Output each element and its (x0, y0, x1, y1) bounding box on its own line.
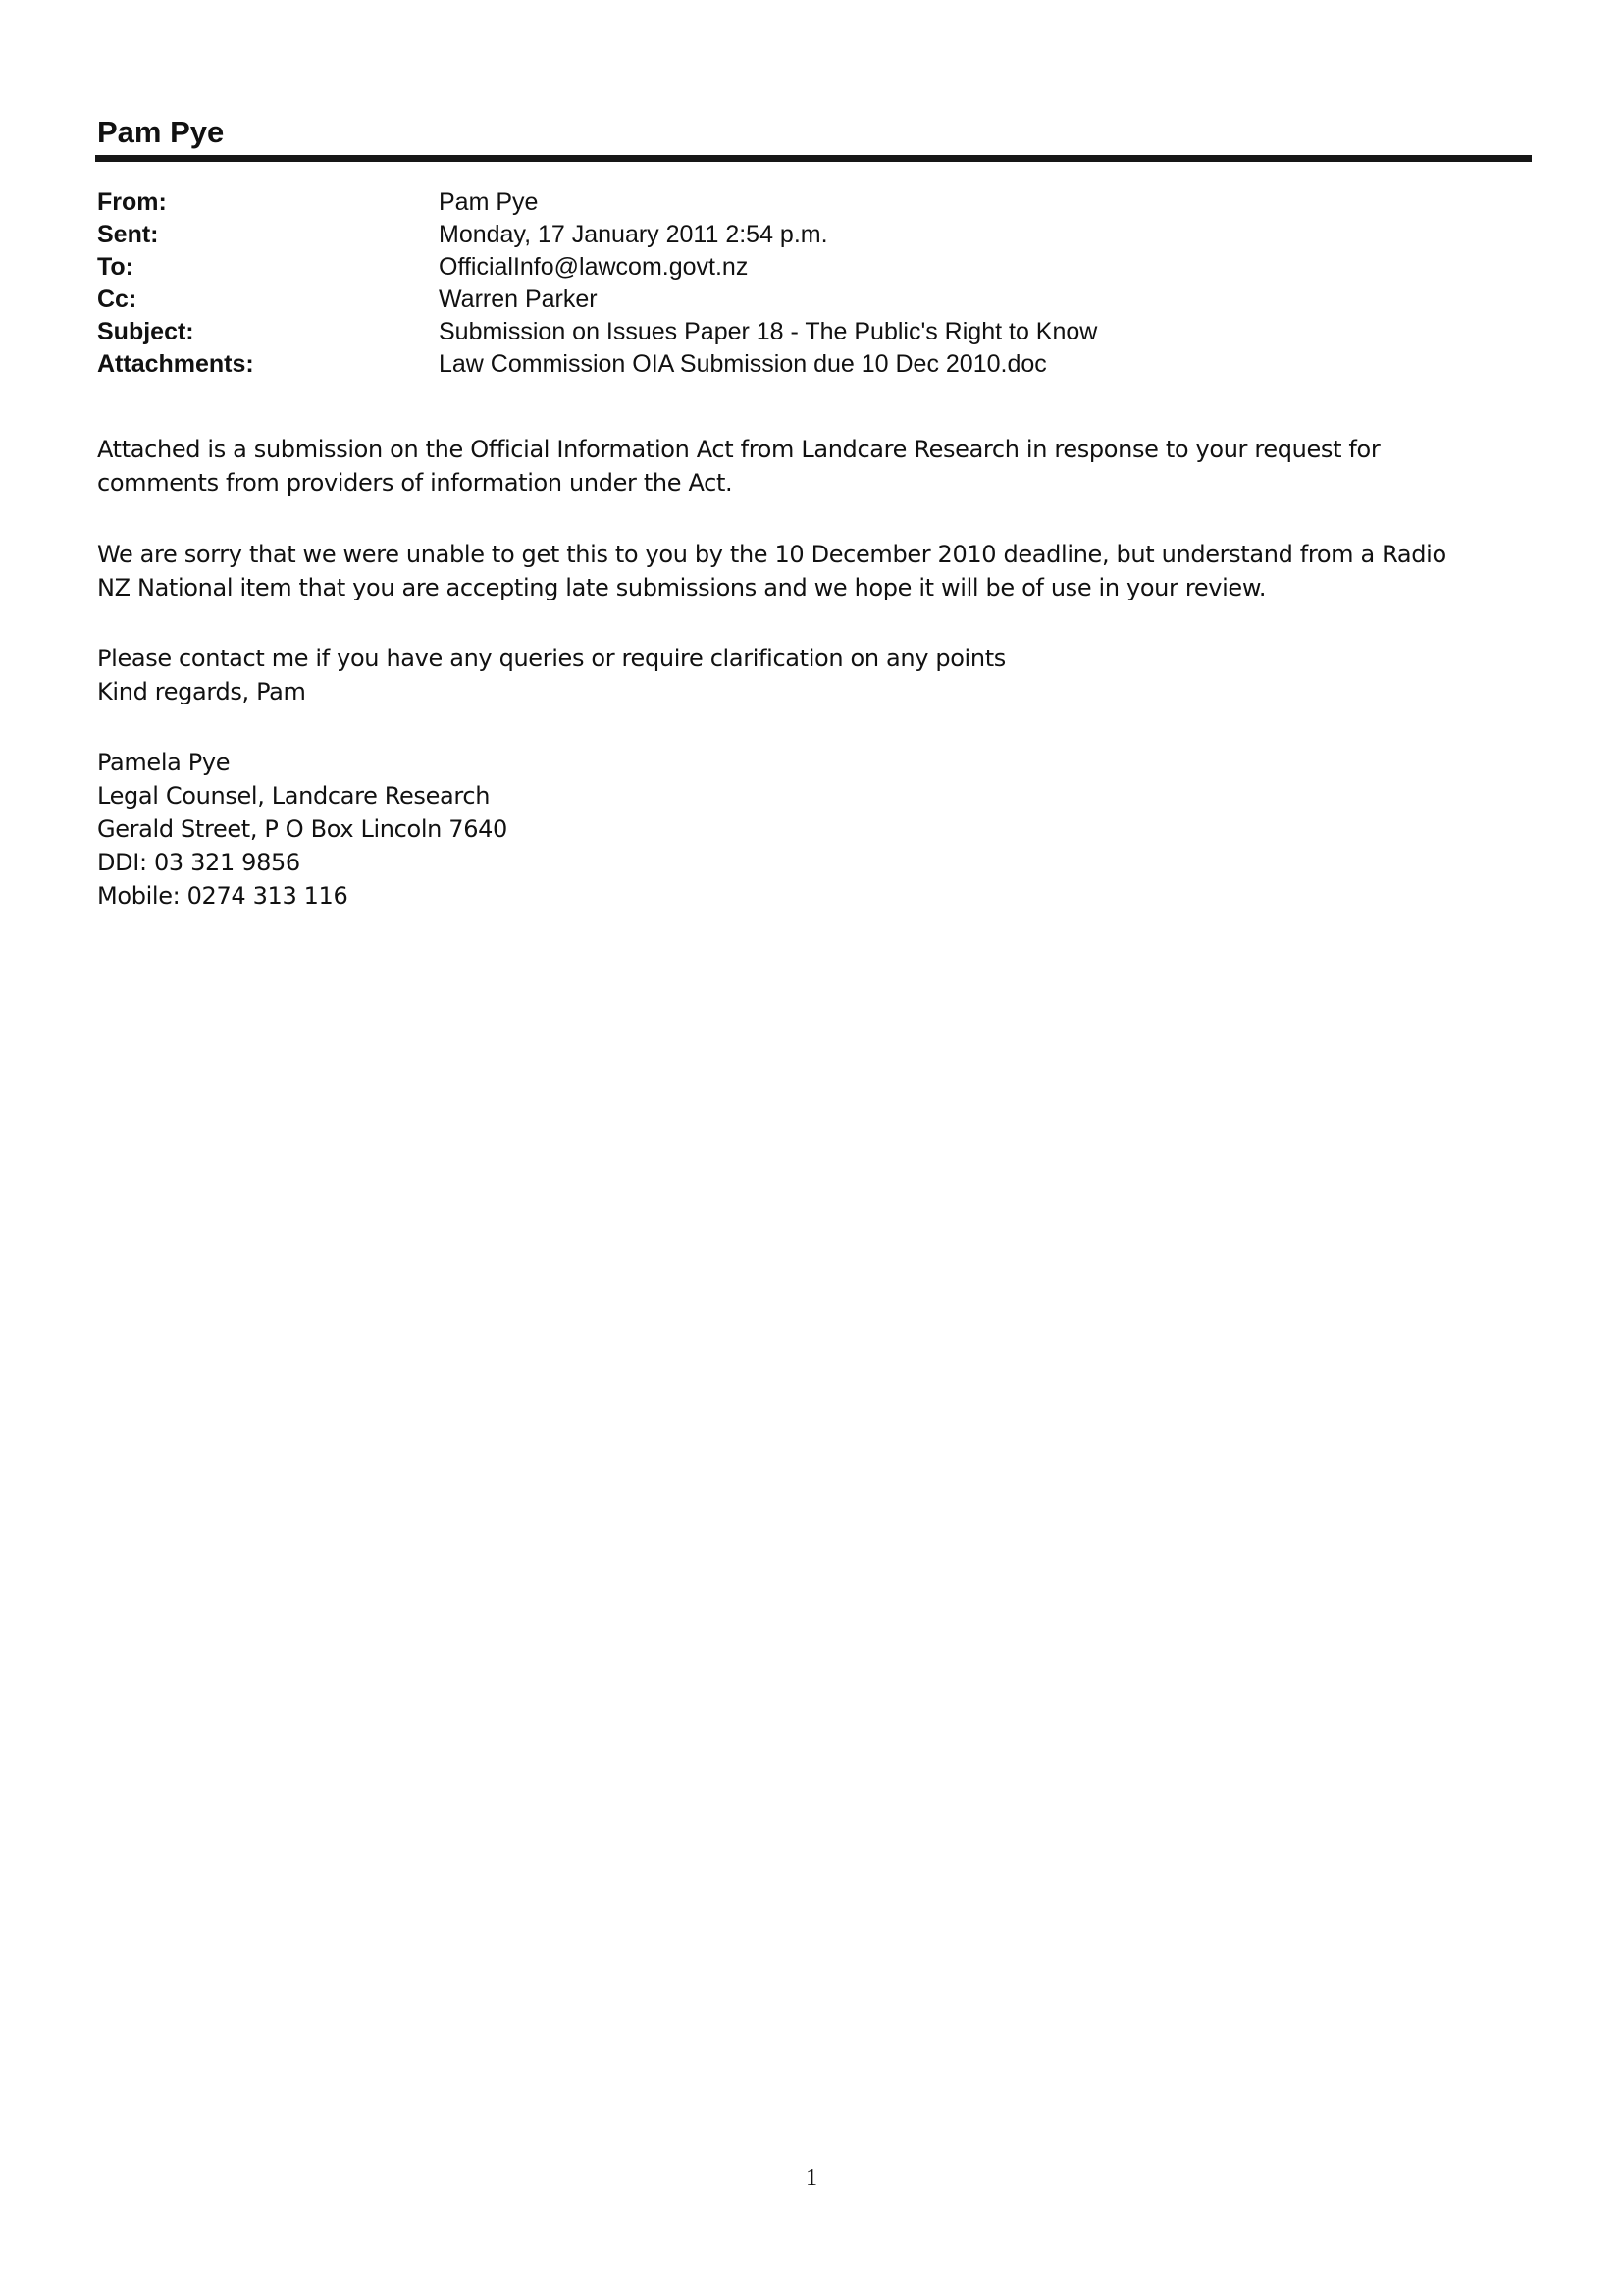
body-line: NZ National item that you are accepting late submissions and we hope it will be of use in your review. (97, 574, 1267, 601)
header-label: Attachments: (97, 350, 254, 378)
body-paragraph-3 (97, 642, 1540, 708)
header-row-to (97, 251, 1510, 284)
header-label: Sent: (97, 221, 159, 248)
header-row-from (97, 186, 1510, 219)
header-row-sent (97, 219, 1510, 251)
header-label: To: (97, 253, 134, 281)
header-value: Warren Parker (439, 286, 598, 313)
document-title: Pam Pye (97, 115, 225, 149)
header-label: Cc: (97, 286, 137, 313)
header-row-cc (97, 284, 1510, 316)
signature-ddi: DDI: 03 321 9856 (97, 849, 300, 876)
header-label: From: (97, 188, 167, 216)
signature-mobile: Mobile: 0274 313 116 (97, 882, 348, 910)
header-value: Monday, 17 January 2011 2:54 p.m. (439, 221, 828, 248)
body-line: We are sorry that we were unable to get this to you by the 10 December 2010 deadline, but understand from a Radio (97, 541, 1446, 568)
body-line: Please contact me if you have any queries or require clarification on any points (97, 645, 1006, 672)
page-number: 1 (806, 2166, 817, 2191)
header-value: Law Commission OIA Submission due 10 Dec 2010.doc (439, 350, 1047, 378)
signature-block (97, 746, 1540, 913)
signature-name: Pamela Pye (97, 749, 231, 776)
header-value: Pam Pye (439, 188, 539, 216)
header-value: OfficialInfo@lawcom.govt.nz (439, 253, 749, 281)
body-paragraph-2 (97, 538, 1540, 604)
body-line: Attached is a submission on the Official Information Act from Landcare Research in response to your request for (97, 436, 1381, 463)
closing-line: Kind regards, Pam (97, 678, 306, 705)
body-line: comments from providers of information under the Act. (97, 469, 733, 496)
header-value: Submission on Issues Paper 18 - The Public's Right to Know (439, 318, 1098, 345)
header-row-subject (97, 316, 1510, 348)
header-label: Subject: (97, 318, 194, 345)
signature-role: Legal Counsel, Landcare Research (97, 782, 491, 809)
signature-address: Gerald Street, P O Box Lincoln 7640 (97, 815, 507, 843)
email-header (97, 186, 1510, 381)
title-divider (95, 155, 1532, 162)
header-row-attachments (97, 348, 1510, 381)
body-paragraph-1 (97, 433, 1540, 499)
